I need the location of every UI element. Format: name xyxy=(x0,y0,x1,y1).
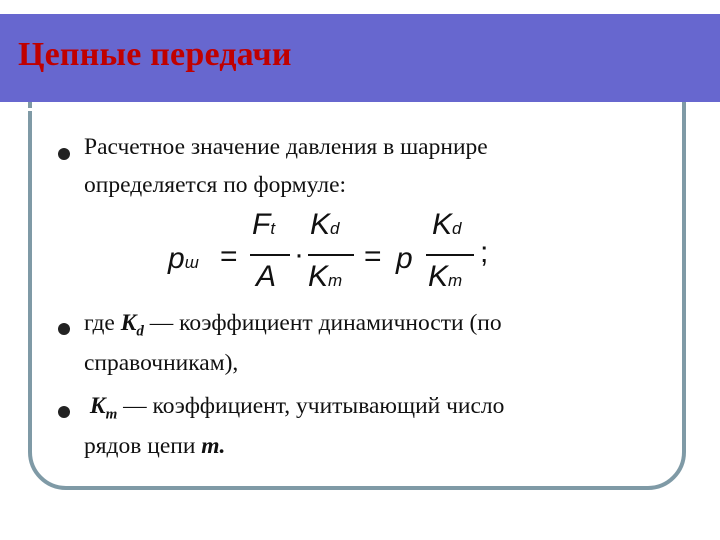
bullet2-line1: где $K_d$ — коэффициент динамичности (по xyxy=(84,310,502,340)
formula-f2-denominator: Km xyxy=(308,260,343,293)
bullet-icon xyxy=(58,148,70,160)
content-frame xyxy=(28,60,686,490)
formula-f1-denominator: A xyxy=(256,260,277,293)
formula-fraction-line xyxy=(426,254,474,256)
slide-title: Цепные передачи xyxy=(18,36,292,73)
formula-lhs: pш xyxy=(168,242,199,275)
bullet2-line2: справочникам), xyxy=(84,350,239,376)
bullet3-line2: рядов цепи m. xyxy=(84,433,226,459)
formula-f1-numerator: Ft xyxy=(252,208,276,241)
bullet1-line1: Расчетное значение давления в шарнире xyxy=(84,134,488,160)
formula-equals: = xyxy=(220,240,238,273)
bullet-icon xyxy=(58,406,70,418)
formula-semicolon: ; xyxy=(480,236,489,269)
title-bar-corner xyxy=(684,14,720,102)
formula-f3-denominator: Km xyxy=(428,260,463,293)
formula-p: p xyxy=(396,242,413,275)
title-underline xyxy=(0,108,636,111)
bullet3-line1: $K_m$ — коэффициент, учитывающий число xyxy=(89,393,505,423)
formula-fraction-line xyxy=(308,254,354,256)
bullet-icon xyxy=(58,323,70,335)
formula-equals: = xyxy=(364,240,382,273)
formula-f2-numerator: Kd xyxy=(310,208,340,241)
formula-f3-numerator: Kd xyxy=(432,208,462,241)
formula-dot: · xyxy=(294,238,304,271)
bullet1-line2: определяется по формуле: xyxy=(84,172,347,198)
formula-fraction-line xyxy=(250,254,290,256)
